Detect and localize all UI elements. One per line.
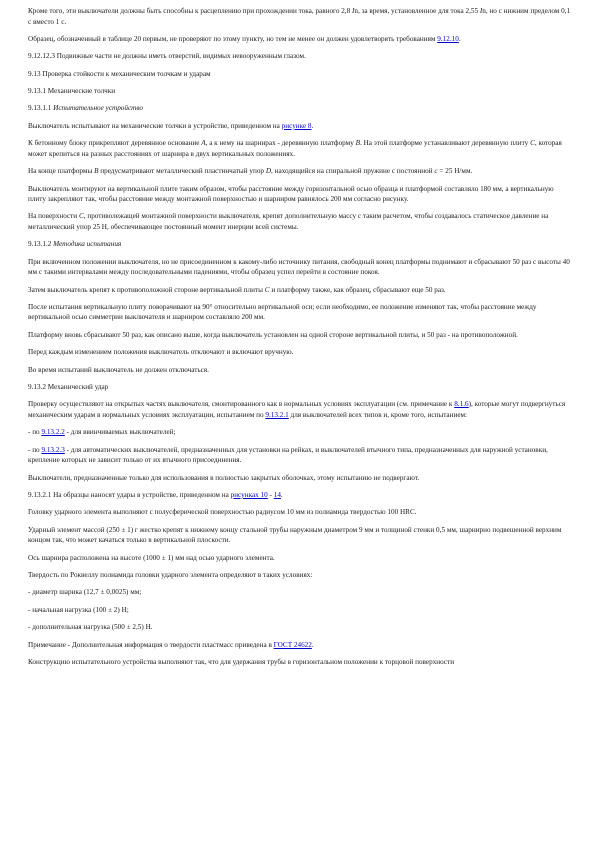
paragraph xyxy=(28,473,571,484)
text-run: и платформу также, как образец, сбрасывают еще 50 раз. xyxy=(269,285,446,294)
text-run: 9.13.1.2 xyxy=(28,240,54,249)
paragraph xyxy=(28,34,571,45)
text-run: , противолежащей монтажной поверхности выключателя, крепят дополнительную массу с таким расчетом, чтобы создавалось статическое давление на металлический упор 25 Н, обеспечивающее постоянный момент инерции всей системы. xyxy=(28,212,549,231)
paragraph xyxy=(28,69,571,80)
italic-text: С xyxy=(264,285,270,294)
italic-text: А xyxy=(201,139,206,148)
italic-text: С xyxy=(530,139,535,148)
paragraph xyxy=(28,605,571,616)
text-run: Примечание - Дополнительная информация о твердости пластмасс приведена в xyxy=(28,640,274,649)
paragraph xyxy=(28,285,571,296)
text-run: 9.13.1.1 xyxy=(28,104,54,113)
text-run: , находящийся на спиральной пружине с постоянной xyxy=(271,167,435,176)
italic-text: I xyxy=(479,7,483,15)
cross-reference-link[interactable]: 9.13.2.3 xyxy=(41,445,65,454)
text-run: . xyxy=(458,34,461,43)
cross-reference-link[interactable]: 14 xyxy=(273,490,281,499)
text-run: - диаметр шарика (12,7 ± 0,0025) мм; xyxy=(28,588,142,597)
text-run: . xyxy=(311,640,314,649)
paragraph xyxy=(28,445,571,466)
paragraph xyxy=(28,507,571,518)
text-run: . На этой платформе устанавливают деревянную плиту xyxy=(359,139,531,148)
paragraph xyxy=(28,138,571,159)
italic-text: с xyxy=(434,167,438,176)
text-run: После испытания вертикальную плиту поворачивают на 90° относительно вертикальной оси; если необходимо, ее положение изменяют так, чтобы расстояние между вертикальной осью симметрии выключателя и шарниром составляло 200 мм. xyxy=(28,302,537,322)
paragraph xyxy=(28,382,571,393)
paragraph xyxy=(28,239,571,250)
text-run: - по xyxy=(28,428,42,437)
text-run: К бетонному блоку прикрепляют деревянное основание xyxy=(28,139,202,148)
text-run: Во время испытаний выключатель не должен отключаться. xyxy=(28,365,209,374)
text-run: 9.12.12.3 Подвижные части не должны иметь отверстий, видимых невооруженным глазом. xyxy=(28,52,306,61)
cross-reference-link[interactable]: 8.1.6 xyxy=(454,400,469,409)
paragraph xyxy=(28,211,571,232)
paragraph xyxy=(28,427,571,438)
text-run: n, за время, установленное для тока 2,55 xyxy=(354,7,480,15)
italic-text: D xyxy=(265,167,272,176)
text-run: Выключатели, предназначенные только для использования в полностью закрытых оболочках, этому испытанию не подвергают. xyxy=(28,473,420,482)
paragraph xyxy=(28,86,571,97)
text-run: 9.13.2.1 На образцы наносят удары в устройстве, приведенном на xyxy=(28,490,231,499)
text-run: , которая может крепиться на разных расстояниях от шарнира в двух вертикальных положениях. xyxy=(28,139,562,158)
italic-text: Методика испытания xyxy=(53,240,122,249)
text-run: 9.13.1 Механические толчки xyxy=(28,87,116,96)
text-run: При включенном положении выключателя, но не присоединенном к какому-либо источнику питания, свободный конец платформы поднимают и сбрасывают 50 раз с высоты 40 мм с такими интервалами между последовательными падениями, чтобы образец успел перейти в состояние покоя. xyxy=(28,257,570,277)
italic-text: I xyxy=(352,7,355,15)
text-run: Перед каждым изменением положения выключатель отключают и включают вручную. xyxy=(28,348,294,357)
text-run: Ось шарнира расположена на высоте (1000 ± 1) мм над осью ударного элемента. xyxy=(28,553,275,562)
text-run: - xyxy=(267,490,274,499)
text-run: для выключателей всех типов и, кроме того, испытанием: xyxy=(288,410,468,419)
paragraph xyxy=(28,657,571,668)
text-run: - для автоматических выключателей, предназначенных для установки на рейках, и выключателей втычного типа, предназначенных для наружной установки, крепление которых не зависит только от их втычного присоединения. xyxy=(28,445,548,465)
text-run: - по xyxy=(28,445,42,454)
paragraph xyxy=(28,121,571,132)
text-run: Конструкцию испытательного устройства выполняют так, что для удержания трубы в горизонтальном положении к торцовой поверхности xyxy=(28,658,455,666)
cross-reference-link[interactable]: рисунке 8 xyxy=(281,121,312,130)
text-run: Затем выключатель крепят к противоположной стороне вертикальной плиты xyxy=(28,285,265,294)
text-run: = 25 Н/мм. xyxy=(437,167,473,176)
text-run: Твердость по Роквеллу полиамида головки ударного элемента определяют в таких условиях: xyxy=(28,571,313,580)
cross-reference-link[interactable]: 9.12.10 xyxy=(437,34,459,43)
paragraph xyxy=(28,399,571,420)
cross-reference-link[interactable]: 9.13.2.1 xyxy=(265,410,289,419)
text-run: 9.13 Проверка стойкости к механическим толчкам и ударам xyxy=(28,69,211,78)
text-run: На поверхности xyxy=(28,212,79,221)
italic-text: С xyxy=(78,212,84,221)
paragraph xyxy=(28,347,571,358)
paragraph xyxy=(28,166,571,177)
text-run: - дополнительная нагрузка (500 ± 2,5) Н. xyxy=(28,623,153,632)
text-run: , а к нему на шарнирах - деревянную платформу xyxy=(205,139,356,148)
paragraph xyxy=(28,302,571,323)
paragraph xyxy=(28,51,571,62)
text-run: - для ввинчиваемых выключателей; xyxy=(64,428,176,437)
paragraph xyxy=(28,490,571,501)
text-run: Выключатель испытывают на механические толчки в устройстве, приведенном на xyxy=(28,121,282,130)
paragraph xyxy=(28,365,571,376)
italic-text: В xyxy=(355,139,360,148)
text-run: . xyxy=(280,490,283,499)
text-run: Выключатель монтируют на вертикальной плите таким образом, чтобы расстояние между горизонтальной осью образца и платформой составляло 180 мм, а вертикальную плиту закрепляют так, чтобы расстояние между монтажной поверхностью и шарниром равнялось 200 мм согласно рисунку. xyxy=(28,184,554,204)
italic-text: Испытательное устройство xyxy=(53,104,143,113)
text-run: Ударный элемент массой (250 ± 1) г жестко крепят к нижнему концу стальной трубы наружным диаметром 9 мм и толщиной стенки 0,5 мм, шарнирно подвешенной верхним концом так, что может качаться только в вертикальной плоскости. xyxy=(28,525,562,545)
paragraph xyxy=(28,184,571,205)
cross-reference-link[interactable]: рисунках 10 xyxy=(230,490,268,499)
text-run: Головку ударного элемента выполняют с полусферической поверхностью радиусом 10 мм из полиамида твердостью 100 HRC. xyxy=(28,508,417,517)
text-run: Кроме того, эти выключатели должны быть способны к расцеплению при прохождении тока, равного 2,8 xyxy=(28,7,352,15)
text-run: n, но с нижним пределом 0,1 с вместо 1 с. xyxy=(28,7,571,26)
cross-reference-link[interactable]: ГОСТ 24622 xyxy=(273,640,312,649)
text-run: ), которые могут подвергнуться механическим ударам в нормальных условиях эксплуатации, испытанием по xyxy=(28,400,566,419)
text-run: 9.13.2 Механический удар xyxy=(28,383,109,392)
paragraph xyxy=(28,570,571,581)
paragraph xyxy=(28,587,571,598)
text-run: Образец, обозначенный в таблице 20 первым, не проверяют по этому пункту, но тем не менее он должен удовлетворять требованиям xyxy=(28,34,438,43)
paragraph xyxy=(28,622,571,633)
paragraph xyxy=(28,6,571,27)
paragraph xyxy=(28,103,571,114)
italic-text: В xyxy=(94,167,99,176)
cross-reference-link[interactable]: 9.13.2.2 xyxy=(41,428,65,437)
paragraph xyxy=(28,330,571,341)
paragraph xyxy=(28,640,571,651)
text-run: . xyxy=(311,121,314,130)
paragraph xyxy=(28,553,571,564)
paragraph xyxy=(28,525,571,546)
text-run: На конце платформы xyxy=(28,167,95,176)
text-run: предусматривают металлический пластинчатый упор xyxy=(98,167,266,176)
paragraph xyxy=(28,257,571,278)
text-run: Платформу вновь сбрасывают 50 раз, как описано выше, когда выключатель установлен на одной стороне вертикальной плиты, и 50 раз - на противоположной. xyxy=(28,330,518,339)
text-run: - начальная нагрузка (100 ± 2) Н; xyxy=(28,605,129,614)
text-run: Проверку осуществляют на открытых частях выключателя, смонтированного как в нормальных условиях эксплуатации (см. примечание к xyxy=(28,400,455,409)
